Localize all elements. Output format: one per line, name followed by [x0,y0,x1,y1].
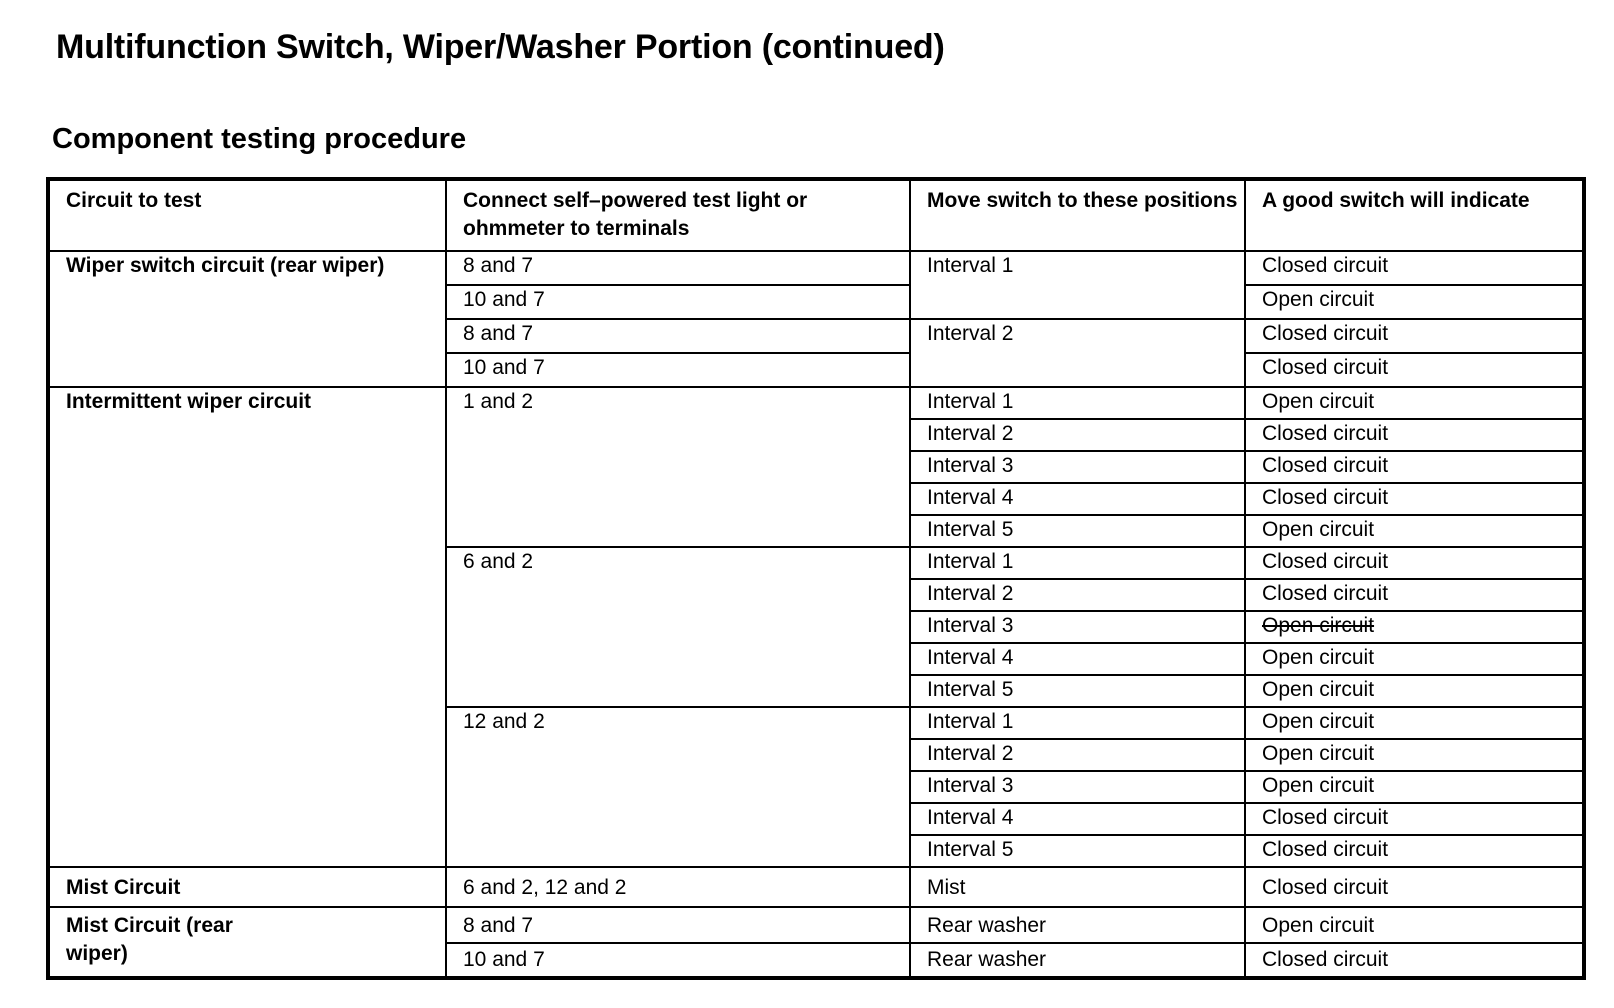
position-cell: Interval 2 [910,319,1245,387]
result-cell: Closed circuit [1245,547,1584,579]
result-cell: Open circuit [1245,771,1584,803]
position-cell: Interval 4 [910,483,1245,515]
result-cell: Closed circuit [1245,451,1584,483]
terminals-cell: 6 and 2 [446,547,910,707]
circuit-cell: Mist Circuit (rear wiper) [48,907,446,978]
header-terminals: Connect self–powered test light or ohmmeter to terminals [446,179,910,251]
position-cell: Interval 5 [910,515,1245,547]
result-cell: Closed circuit [1245,943,1584,978]
header-row [48,179,1584,251]
position-cell: Rear washer [910,943,1245,978]
header-indicate: A good switch will indicate [1245,179,1584,251]
result-cell: Closed circuit [1245,483,1584,515]
position-cell: Interval 2 [910,419,1245,451]
result-cell: Open circuit [1245,907,1584,943]
terminals-cell: 12 and 2 [446,707,910,867]
terminals-cell: 8 and 7 [446,319,910,353]
terminals-cell: 10 and 7 [446,353,910,387]
section-title: Component testing procedure [52,123,467,155]
result-cell: Open circuit [1245,611,1584,643]
table-row [48,867,1584,907]
result-cell: Open circuit [1245,739,1584,771]
result-cell: Open circuit [1245,515,1584,547]
position-cell: Interval 5 [910,835,1245,867]
circuit-cell: Mist Circuit [48,867,446,907]
result-cell: Closed circuit [1245,251,1584,285]
result-cell: Closed circuit [1245,319,1584,353]
position-cell: Interval 3 [910,611,1245,643]
terminals-cell: 10 and 7 [446,285,910,319]
position-cell: Mist [910,867,1245,907]
position-cell: Interval 1 [910,387,1245,419]
component-testing-table [46,177,1586,980]
terminals-cell: 8 and 7 [446,251,910,285]
header-positions: Move switch to these positions [910,179,1245,251]
position-cell: Interval 3 [910,451,1245,483]
table-row [48,251,1584,285]
position-cell: Rear washer [910,907,1245,943]
position-cell: Interval 5 [910,675,1245,707]
page-title: Multifunction Switch, Wiper/Washer Portion (continued) [56,28,945,66]
result-cell: Closed circuit [1245,579,1584,611]
table-row [48,907,1584,943]
position-cell: Interval 2 [910,579,1245,611]
position-cell: Interval 4 [910,643,1245,675]
result-cell: Open circuit [1245,387,1584,419]
position-cell: Interval 2 [910,739,1245,771]
position-cell: Interval 4 [910,803,1245,835]
terminals-cell: 10 and 7 [446,943,910,978]
position-cell: Interval 1 [910,251,1245,319]
terminals-cell: 1 and 2 [446,387,910,547]
position-cell: Interval 1 [910,547,1245,579]
result-cell: Open circuit [1245,285,1584,319]
result-cell: Closed circuit [1245,835,1584,867]
terminals-cell: 6 and 2, 12 and 2 [446,867,910,907]
circuit-cell: Intermittent wiper circuit [48,387,446,867]
result-cell: Closed circuit [1245,803,1584,835]
circuit-cell: Wiper switch circuit (rear wiper) [48,251,446,387]
header-circuit: Circuit to test [48,179,446,251]
result-cell: Open circuit [1245,707,1584,739]
result-cell: Closed circuit [1245,353,1584,387]
result-cell: Open circuit [1245,675,1584,707]
result-cell: Closed circuit [1245,867,1584,907]
position-cell: Interval 3 [910,771,1245,803]
terminals-cell: 8 and 7 [446,907,910,943]
table-row [48,387,1584,419]
result-cell: Open circuit [1245,643,1584,675]
result-cell: Closed circuit [1245,419,1584,451]
position-cell: Interval 1 [910,707,1245,739]
